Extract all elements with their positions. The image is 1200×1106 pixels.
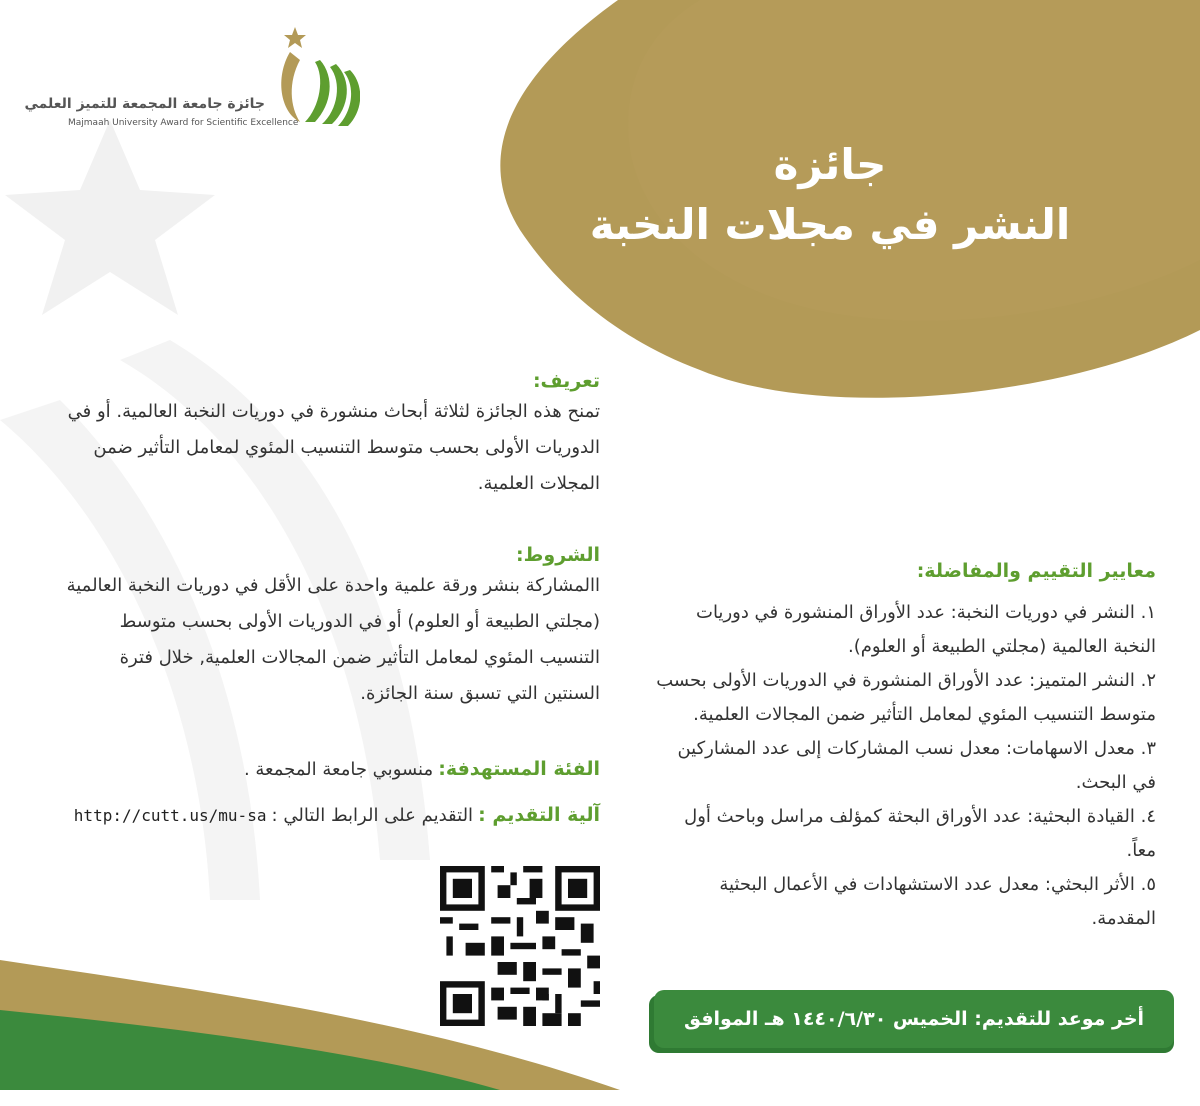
target-value: منسوبي جامعة المجمعة . xyxy=(243,759,434,780)
target-group xyxy=(60,752,600,788)
logo-english-name: Majmaah University Award for Scientific Excellence xyxy=(68,118,299,128)
criteria-item: ٤. القيادة البحثية: عدد الأوراق البحثة كمؤلف مراسل وباحث أول معاً. xyxy=(684,806,1156,861)
criteria-item: ٣. معدل الاسهامات: معدل نسب المشاركات إلى عدد المشاركين في البحث. xyxy=(677,738,1156,793)
definition-section xyxy=(60,370,600,502)
criteria-item: ٥. الأثر البحثي: معدل عدد الاستشهادات في الأعمال البحثية المقدمة. xyxy=(719,874,1156,929)
conditions-heading: الشروط: xyxy=(516,544,600,566)
star-crescent-logo-icon xyxy=(270,22,360,132)
apply-text: التقديم على الرابط التالي : xyxy=(271,805,474,826)
criteria-item: ٢. النشر المتميز: عدد الأوراق المنشورة في الدوريات الأولى بحسب متوسط التنسيب المئوي لمعامل التأثير ضمن المجالات العلمية. xyxy=(656,670,1156,725)
watermark-star-shape xyxy=(5,120,215,315)
criteria-section xyxy=(656,560,1156,936)
criteria-item: ١. النشر في دوريات النخبة: عدد الأوراق المنشورة في دوريات النخبة العالمية (مجلتي الطبيعة أو العلوم). xyxy=(696,602,1156,657)
deadline-box: أخر موعد للتقديم: الخميس ١٤٤٠/٦/٣٠ هـ الموافق ٢٠١٩/٣/٧م xyxy=(654,990,1174,1048)
logo-arabic-name: جائزة جامعة المجمعة للتميز العلمي xyxy=(24,96,265,112)
award-title xyxy=(570,135,1090,255)
apply-link[interactable]: http://cutt.us/mu-sa xyxy=(73,806,267,825)
criteria-list xyxy=(656,596,1156,936)
definition-text: تمنح هذه الجائزة لثلاثة أبحاث منشورة في دوريات النخبة العالمية. أو في الدوريات الأولى بحسب متوسط التنسيب المئوي لمعامل التأثير ضمن المجلات العلمية. xyxy=(67,401,600,494)
apply-mechanism xyxy=(60,798,600,834)
definition-heading: تعريف: xyxy=(532,370,600,392)
conditions-section xyxy=(60,544,600,712)
conditions-text: االمشاركة بنشر ورقة علمية واحدة على الأقل في دوريات النخبة العالمية (مجلتي الطبيعة أو العلوم) أو في الدوريات الأولى بحسب متوسط التنسيب المئوي لمعامل التأثير ضمن المجالات العلمية, خلال فترة السنتين التي تسبق سنة الجائزة. xyxy=(66,575,600,704)
award-logo xyxy=(24,22,360,132)
target-label: الفئة المستهدفة: xyxy=(438,758,600,780)
title-line-1: جائزة xyxy=(773,140,887,189)
title-line-2: النشر في مجلات النخبة xyxy=(589,200,1071,249)
apply-label: آلية التقديم : xyxy=(478,804,600,826)
criteria-heading: معايير التقييم والمفاضلة: xyxy=(916,560,1156,582)
qr-code[interactable] xyxy=(440,866,600,1026)
